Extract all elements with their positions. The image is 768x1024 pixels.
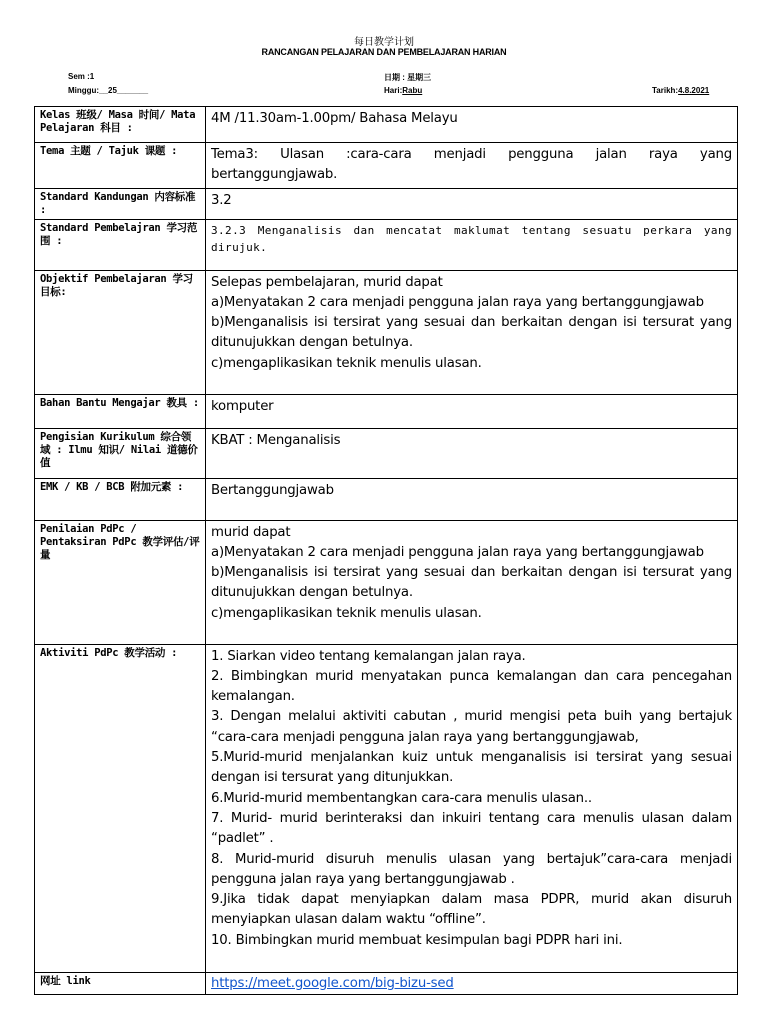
hari-field	[384, 86, 422, 95]
label-kelas: Kelas 班级/ Masa 时间/ Mata Pelajaran 科目 :	[35, 107, 206, 143]
value-kurikulum: KBAT : Menganalisis	[206, 428, 738, 478]
penilaian-line: a)Menyatakan 2 cara menjadi pengguna jalan raya yang bertanggungjawab	[211, 544, 704, 560]
value-objektif	[206, 270, 738, 394]
tarikh-label: Tarikh:	[652, 86, 679, 95]
aktiviti-item: 1. Siarkan video tentang kemalangan jalan raya.	[211, 648, 526, 664]
aktiviti-item: 9.Jika tidak dapat menyiapkan dalam masa PDPR, murid akan disuruh menyiapkan ulasan dalam waktu “offline”.	[211, 892, 732, 928]
label-tema: Tema 主题 / Tajuk 课题 :	[35, 143, 206, 189]
value-kelas: 4M /11.30am-1.00pm/ Bahasa Melayu	[206, 107, 738, 143]
aktiviti-item: 8. Murid-murid disuruh menulis ulasan yang bertajuk”cara-cara menjadi pengguna jalan raya yang bertanggungjawab .	[211, 851, 732, 887]
aktiviti-item: 3. Dengan melalui aktiviti cabutan , murid mengisi peta buih yang bertajuk “cara-cara menjadi pengguna jalan raya yang bertanggungjawab,	[211, 709, 732, 745]
label-emk: EMK / KB / BCB 附加元素 :	[35, 478, 206, 520]
label-objektif: Objektif Pembelajaran 学习目标:	[35, 270, 206, 394]
row-standard-kandungan	[35, 188, 738, 219]
objektif-line: a)Menyatakan 2 cara menjadi pengguna jalan raya yang bertanggungjawab	[211, 294, 704, 310]
value-penilaian	[206, 520, 738, 644]
penilaian-line: c)mengaplikasikan teknik menulis ulasan.	[211, 605, 482, 621]
label-standard-kandungan: Standard Kandungan 内容标准 :	[35, 188, 206, 219]
value-link-cell	[206, 972, 738, 994]
aktiviti-item: 10. Bimbingkan murid membuat kesimpulan bagi PDPR hari ini.	[211, 932, 623, 948]
date-label-chinese: 日期 : 星期三	[384, 73, 432, 82]
row-standard-pembelajaran	[35, 219, 738, 270]
title-malay: RANCANGAN PELAJARAN DAN PEMBELAJARAN HARIAN	[261, 47, 507, 57]
aktiviti-item: 2. Bimbingkan murid menyatakan punca kemalangan dan cara pencegahan kemalangan.	[211, 668, 732, 705]
sem-label: Sem :1	[68, 72, 95, 81]
label-bahan-bantu: Bahan Bantu Mengajar 教具 :	[35, 394, 206, 428]
title-chinese: 每日教学计划	[354, 37, 414, 48]
objektif-line: b)Menganalisis isi tersirat yang sesuai dan berkaitan dengan isi tersurat yang ditunujukkan dengan betulnya.	[211, 315, 732, 351]
row-objektif	[35, 270, 738, 394]
meet-link[interactable]: https://meet.google.com/big-bizu-sed	[211, 975, 454, 991]
objektif-line: c)mengaplikasikan teknik menulis ulasan.	[211, 355, 482, 371]
penilaian-line: b)Menganalisis isi tersirat yang sesuai dan berkaitan dengan isi tersurat yang ditunujukkan dengan betulnya.	[211, 565, 732, 601]
value-bahan-bantu: komputer	[206, 394, 738, 428]
aktiviti-item: 5.Murid-murid menjalankan kuiz untuk menganalisis isi tersirat yang sesuai dengan isi tersurat yang ditunjukkan.	[211, 750, 732, 786]
value-tema: Tema3: Ulasan :cara-cara menjadi pengguna jalan raya yang bertanggungjawab.	[206, 143, 738, 189]
penilaian-line: murid dapat	[211, 524, 291, 540]
label-link: 网址 link	[35, 972, 206, 994]
value-emk: Bertanggungjawab	[206, 478, 738, 520]
label-aktiviti: Aktiviti PdPc 教学活动 :	[35, 644, 206, 972]
value-aktiviti	[206, 644, 738, 972]
row-kelas	[35, 107, 738, 143]
lesson-plan-table	[34, 106, 738, 995]
hari-value: Rabu	[402, 86, 423, 95]
label-kurikulum: Pengisian Kurikulum 综合领域 : Ilmu 知识/ Nilai 道德价值	[35, 428, 206, 478]
value-standard-kandungan: 3.2	[206, 188, 738, 219]
label-penilaian: Penilaian PdPc / Pentaksiran PdPc 教学评估/评量	[35, 520, 206, 644]
aktiviti-item: 6.Murid-murid membentangkan cara-cara menulis ulasan..	[211, 790, 592, 806]
label-standard-pembelajaran: Standard Pembelajran 学习范围 :	[35, 219, 206, 270]
minggu-label: Minggu:__25_______	[68, 86, 149, 95]
row-link	[35, 972, 738, 994]
aktiviti-item: 7. Murid- murid berinteraksi dan inkuiri tentang cara menulis ulasan dalam “padlet” .	[211, 810, 732, 847]
row-emk	[35, 478, 738, 520]
row-aktiviti	[35, 644, 738, 972]
value-standard-pembelajaran: 3.2.3 Menganalisis dan mencatat maklumat tentang sesuatu perkara yang dirujuk.	[206, 219, 738, 270]
row-penilaian	[35, 520, 738, 644]
tarikh-field	[652, 86, 709, 95]
hari-label: Hari:	[384, 86, 403, 95]
row-kurikulum	[35, 428, 738, 478]
tarikh-value: 4.8.2021	[678, 86, 710, 95]
row-bahan-bantu	[35, 394, 738, 428]
row-tema	[35, 143, 738, 189]
objektif-line: Selepas pembelajaran, murid dapat	[211, 274, 443, 290]
